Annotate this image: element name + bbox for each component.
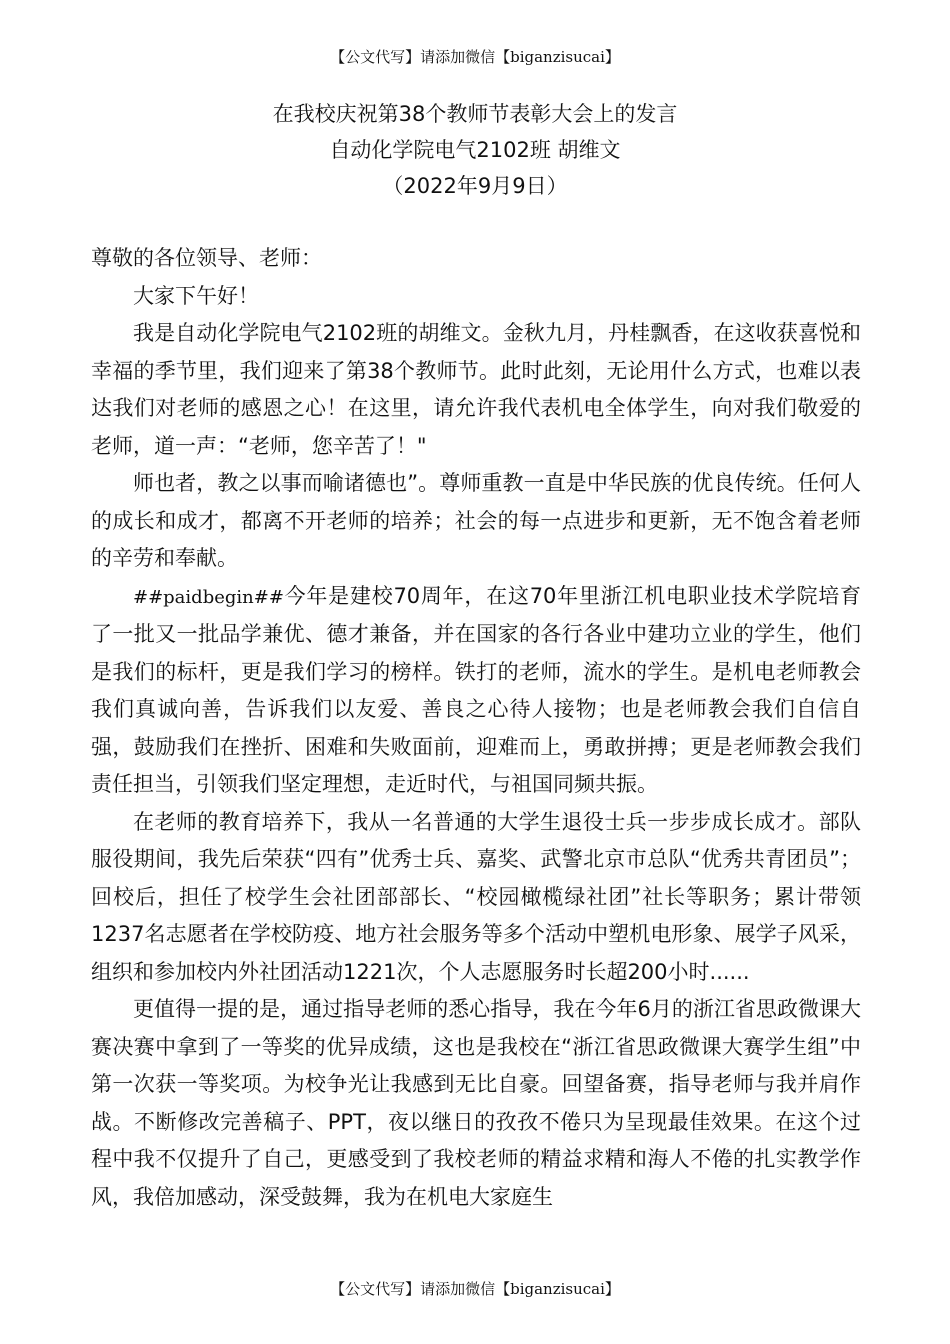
speech-title: 在我校庆祝第38个教师节表彰大会上的发言 [272, 102, 678, 126]
salutation: 尊敬的各位领导、老师： [91, 246, 322, 270]
greeting: 大家下午好！ [133, 283, 259, 308]
speech-body [91, 240, 861, 1216]
footer-watermark-note: 【公文代写】请添加微信【biganzisucai】 [330, 1280, 620, 1298]
paragraph-anniversary [91, 578, 861, 804]
paragraph-tradition: 师也者，教之以事而喻诸德也”。尊师重教一直是中华民族的优良传统。任何人的成长和成才，都离不开老师的培养；社会的每一点进步和更新，无不饱含着老师的辛劳和奉献。 [91, 471, 861, 570]
paragraph-introduction: 我是自动化学院电气2102班的胡维文。金秋九月，丹桂飘香，在这收获喜悦和幸福的季节里，我们迎来了第38个教师节。此时此刻，无论用什么方式，也难以表达我们对老师的感恩之心！在这里，请允许我代表机电全体学生，向对我们敬爱的老师，道一声：“老师，您辛苦了！" [91, 321, 861, 458]
paragraph-award: 更值得一提的是，通过指导老师的悉心指导，我在今年6月的浙江省思政微课大赛决赛中拿到了一等奖的优异成绩，这也是我校在“浙江省思政微课大赛学生组”中第一次获一等奖项。为校争光让我感到无比自豪。回望备赛，指导老师与我并肩作战。不断修改完善稿子、PPT，夜以继日的孜孜不倦只为呈现最佳效果。在这个过程中我不仅提升了自己，更感受到了我校老师的精益求精和海人不倦的扎实教学作风，我倍加感动，深受鼓舞，我为在机电大家庭生 [91, 997, 861, 1209]
paragraph-anniversary-text: 今年是建校70周年，在这70年里浙江机电职业技术学院培育了一批又一批品学兼优、德才兼备，并在国家的各行各业中建功立业的学生，他们是我们的标杆，更是我们学习的榜样。铁打的老师，流水的学生。是机电老师教会我们真诚向善，告诉我们以友爱、善良之心待人接物；也是老师教会我们自信自强，鼓励我们在挫折、困难和失败面前，迎难而上，勇敢拼搏；更是老师教会我们责任担当，引领我们坚定理想，走近时代，与祖国同频共振。 [91, 583, 861, 796]
paid-begin-marker: ##paidbegin## [133, 586, 284, 608]
header-watermark-note: 【公文代写】请添加微信【biganzisucai】 [330, 48, 620, 66]
speech-date: （2022年9月9日） [382, 174, 568, 198]
speech-title-block [0, 96, 950, 204]
speaker-line: 自动化学院电气2102班 胡维文 [329, 138, 621, 162]
paragraph-growth: 在老师的教育培养下，我从一名普通的大学生退役士兵一步步成长成才。部队服役期间，我先后荣获“四有”优秀士兵、嘉奖、武警北京市总队“优秀共青团员”；回校后，担任了校学生会社团部部长、“校园橄榄绿社团”社长等职务；累计带领1237名志愿者在学校防疫、地方社会服务等多个活动中塑机电形象、展学子风采，组织和参加校内外社团活动1221次，个人志愿服务时长超200小时...... [91, 809, 861, 984]
